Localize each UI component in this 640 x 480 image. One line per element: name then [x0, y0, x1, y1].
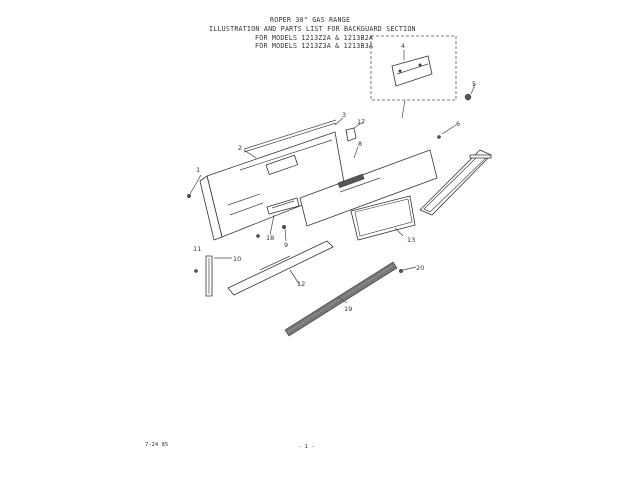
- callout-11: 11: [193, 245, 202, 253]
- callout-13: 13: [407, 236, 416, 244]
- part-11-side-bracket: [206, 256, 212, 296]
- callout-6: 6: [456, 120, 461, 128]
- part-4-bracket: [392, 56, 432, 86]
- inset-leader: [402, 100, 405, 118]
- callout-8: 8: [358, 140, 363, 148]
- part-5-screw: [465, 87, 474, 100]
- leader-9: [285, 229, 286, 241]
- callout-3: 3: [342, 111, 347, 119]
- callout-2: 2: [238, 144, 243, 152]
- page-number: - 1 -: [298, 444, 315, 450]
- diagram-subtitle: ILLUSTRATION AND PARTS LIST FOR BACKGUARD SECTION: [209, 25, 416, 33]
- leader-1: [190, 175, 201, 194]
- leader-6: [442, 125, 456, 134]
- callout-18: 18: [266, 234, 275, 242]
- part-6-screw: [437, 135, 440, 138]
- diagram-title: ROPER 30" GAS RANGE: [270, 16, 351, 24]
- callout-19: 19: [344, 305, 353, 313]
- leader-8: [354, 147, 358, 158]
- leader-3: [335, 118, 343, 125]
- callout-4: 4: [401, 42, 406, 50]
- part-9-screw: [282, 225, 286, 229]
- callout-1: 1: [196, 166, 201, 174]
- part-9-screw-b: [256, 234, 259, 237]
- models-line-1: FOR MODELS 1213Z2A & 1213B2A: [255, 34, 374, 42]
- part-17-clip: [346, 128, 356, 141]
- callout-12: 12: [297, 280, 306, 288]
- callout-5: 5: [472, 80, 477, 88]
- callout-17: 17: [357, 118, 366, 126]
- part-1-screw: [187, 194, 191, 198]
- leader-20: [403, 267, 416, 270]
- callout-20: 20: [416, 264, 425, 272]
- callout-10: 10: [233, 255, 242, 263]
- part-11-screw: [194, 269, 197, 272]
- part-20-screw: [399, 269, 403, 273]
- models-line-2: FOR MODELS 1213Z3A & 1213B3A: [255, 42, 374, 50]
- part-12-rail: [228, 241, 333, 295]
- footer-date: 7-24 85: [145, 442, 169, 448]
- callout-9: 9: [284, 241, 289, 249]
- leader-2: [244, 150, 256, 158]
